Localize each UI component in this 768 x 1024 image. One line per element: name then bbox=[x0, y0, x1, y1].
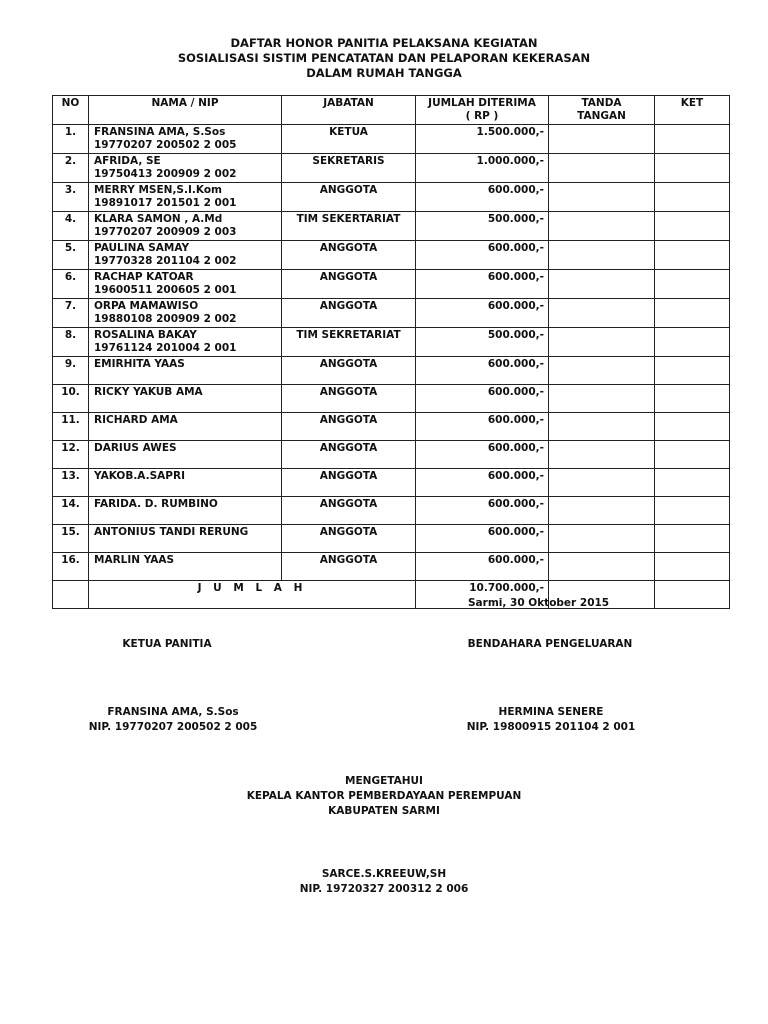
header-tanda-line2: TANGAN bbox=[577, 110, 626, 122]
mengetahui-line-2: KEPALA KANTOR PEMBERDAYAAN PEREMPUAN bbox=[246, 790, 522, 802]
row-nama: RICKY YAKUB AMA bbox=[94, 386, 203, 398]
row-tanda-tangan bbox=[549, 125, 655, 154]
bendahara-signature-block bbox=[449, 705, 653, 735]
mengetahui-block bbox=[0, 774, 768, 819]
table-row bbox=[53, 441, 730, 469]
row-tanda-tangan bbox=[549, 328, 655, 357]
table-row bbox=[53, 413, 730, 441]
row-nama-nip bbox=[89, 553, 282, 581]
mengetahui-line-3: KABUPATEN SARMI bbox=[328, 805, 440, 817]
row-nama-nip bbox=[89, 357, 282, 385]
row-jabatan: ANGGOTA bbox=[282, 357, 416, 385]
row-no: 13. bbox=[53, 469, 89, 497]
row-jabatan: ANGGOTA bbox=[282, 553, 416, 581]
row-jumlah: 600.000,- bbox=[416, 525, 549, 553]
row-no: 12. bbox=[53, 441, 89, 469]
header-jabatan: JABATAN bbox=[282, 96, 416, 125]
row-ket bbox=[655, 441, 730, 469]
row-nama-nip bbox=[89, 125, 282, 154]
kepala-name: SARCE.S.KREEUW,SH bbox=[321, 868, 447, 880]
title-line-3: DALAM RUMAH TANGGA bbox=[306, 66, 462, 80]
row-tanda-tangan bbox=[549, 413, 655, 441]
row-jumlah: 600.000,- bbox=[416, 413, 549, 441]
row-tanda-tangan bbox=[549, 525, 655, 553]
row-jabatan: ANGGOTA bbox=[282, 241, 416, 270]
table-row bbox=[53, 125, 730, 154]
total-value: 10.700.000,- bbox=[416, 581, 549, 609]
header-no: NO bbox=[53, 96, 89, 125]
row-tanda-tangan bbox=[549, 212, 655, 241]
row-no: 6. bbox=[53, 270, 89, 299]
row-jabatan: ANGGOTA bbox=[282, 441, 416, 469]
table-row bbox=[53, 241, 730, 270]
kepala-signature-block bbox=[0, 867, 768, 897]
row-ket bbox=[655, 299, 730, 328]
row-jabatan: TIM SEKRETARIAT bbox=[282, 328, 416, 357]
row-no: 3. bbox=[53, 183, 89, 212]
row-nama: RACHAP KATOAR bbox=[94, 271, 194, 283]
row-jabatan: KETUA bbox=[282, 125, 416, 154]
row-nama-nip bbox=[89, 212, 282, 241]
row-nama-nip bbox=[89, 328, 282, 357]
row-ket bbox=[655, 154, 730, 183]
table-row bbox=[53, 270, 730, 299]
ketua-nip: NIP. 19770207 200502 2 005 bbox=[88, 721, 258, 733]
row-jabatan: ANGGOTA bbox=[282, 469, 416, 497]
row-tanda-tangan bbox=[549, 553, 655, 581]
row-no: 10. bbox=[53, 385, 89, 413]
row-nama-nip bbox=[89, 299, 282, 328]
row-jabatan: TIM SEKERTARIAT bbox=[282, 212, 416, 241]
row-tanda-tangan bbox=[549, 183, 655, 212]
kepala-nip: NIP. 19720327 200312 2 006 bbox=[299, 883, 469, 895]
row-jabatan: ANGGOTA bbox=[282, 413, 416, 441]
row-jabatan: ANGGOTA bbox=[282, 270, 416, 299]
row-nama: DARIUS AWES bbox=[94, 442, 177, 454]
row-jabatan: ANGGOTA bbox=[282, 183, 416, 212]
row-no: 4. bbox=[53, 212, 89, 241]
table-row bbox=[53, 299, 730, 328]
table-row bbox=[53, 212, 730, 241]
bendahara-name: HERMINA SENERE bbox=[498, 706, 604, 718]
ketua-name: FRANSINA AMA, S.Sos bbox=[107, 706, 239, 718]
row-nama-nip bbox=[89, 241, 282, 270]
row-nip: 19891017 201501 2 001 bbox=[94, 197, 237, 209]
row-nama: FARIDA. D. RUMBINO bbox=[94, 498, 218, 510]
row-ket bbox=[655, 357, 730, 385]
row-jumlah: 600.000,- bbox=[416, 469, 549, 497]
row-ket bbox=[655, 125, 730, 154]
row-jabatan: ANGGOTA bbox=[282, 497, 416, 525]
row-nama-nip bbox=[89, 413, 282, 441]
document-title bbox=[0, 36, 768, 81]
row-tanda-tangan bbox=[549, 241, 655, 270]
row-nip: 19761124 201004 2 001 bbox=[94, 342, 237, 354]
row-nip: 19880108 200909 2 002 bbox=[94, 313, 237, 325]
table-row bbox=[53, 497, 730, 525]
row-tanda-tangan bbox=[549, 154, 655, 183]
title-line-1: DAFTAR HONOR PANITIA PELAKSANA KEGIATAN bbox=[230, 36, 538, 50]
row-nama-nip bbox=[89, 183, 282, 212]
row-nama: YAKOB.A.SAPRI bbox=[94, 470, 185, 482]
row-jabatan: ANGGOTA bbox=[282, 525, 416, 553]
row-tanda-tangan bbox=[549, 497, 655, 525]
table-row bbox=[53, 553, 730, 581]
row-no: 8. bbox=[53, 328, 89, 357]
row-tanda-tangan bbox=[549, 357, 655, 385]
row-nip: 19770207 200502 2 005 bbox=[94, 139, 237, 151]
ketua-signature-block bbox=[66, 705, 280, 735]
table-row bbox=[53, 357, 730, 385]
row-nip: 19770207 200909 2 003 bbox=[94, 226, 237, 238]
row-jumlah: 1.500.000,- bbox=[416, 125, 549, 154]
row-jumlah: 600.000,- bbox=[416, 183, 549, 212]
row-ket bbox=[655, 385, 730, 413]
row-no: 1. bbox=[53, 125, 89, 154]
row-nama: MERRY MSEN,S.I.Kom bbox=[94, 184, 222, 196]
row-ket bbox=[655, 270, 730, 299]
header-nama: NAMA / NIP bbox=[89, 96, 282, 125]
row-nama: PAULINA SAMAY bbox=[94, 242, 190, 254]
row-ket bbox=[655, 469, 730, 497]
row-tanda-tangan bbox=[549, 299, 655, 328]
row-nama-nip bbox=[89, 469, 282, 497]
row-nama: RICHARD AMA bbox=[94, 414, 178, 426]
row-no: 15. bbox=[53, 525, 89, 553]
header-jumlah bbox=[416, 96, 549, 125]
row-jabatan: ANGGOTA bbox=[282, 385, 416, 413]
row-nama-nip bbox=[89, 385, 282, 413]
row-jumlah: 600.000,- bbox=[416, 241, 549, 270]
row-nama-nip bbox=[89, 525, 282, 553]
row-no: 16. bbox=[53, 553, 89, 581]
row-no: 2. bbox=[53, 154, 89, 183]
table-row bbox=[53, 525, 730, 553]
row-jumlah: 600.000,- bbox=[416, 299, 549, 328]
row-jumlah: 600.000,- bbox=[416, 497, 549, 525]
header-ket: KET bbox=[655, 96, 730, 125]
row-jumlah: 1.000.000,- bbox=[416, 154, 549, 183]
row-jumlah: 600.000,- bbox=[416, 270, 549, 299]
total-empty-no bbox=[53, 581, 89, 609]
total-empty-ket bbox=[655, 581, 730, 609]
row-tanda-tangan bbox=[549, 385, 655, 413]
row-nama-nip bbox=[89, 154, 282, 183]
header-tanda-line1: TANDA bbox=[581, 97, 622, 109]
row-jumlah: 600.000,- bbox=[416, 553, 549, 581]
header-jumlah-line2: ( RP ) bbox=[465, 110, 499, 122]
ketua-role: KETUA PANITIA bbox=[122, 638, 212, 650]
row-tanda-tangan bbox=[549, 469, 655, 497]
row-jumlah: 600.000,- bbox=[416, 357, 549, 385]
row-tanda-tangan bbox=[549, 441, 655, 469]
row-nama: MARLIN YAAS bbox=[94, 554, 175, 566]
table-row bbox=[53, 154, 730, 183]
row-nip: 19770328 201104 2 002 bbox=[94, 255, 237, 267]
row-ket bbox=[655, 183, 730, 212]
honor-table bbox=[52, 95, 730, 609]
table-header-row bbox=[53, 96, 730, 125]
total-row bbox=[53, 581, 730, 609]
title-line-2: SOSIALISASI SISTIM PENCATATAN DAN PELAPORAN KEKERASAN bbox=[177, 51, 591, 65]
row-no: 9. bbox=[53, 357, 89, 385]
row-jumlah: 600.000,- bbox=[416, 441, 549, 469]
row-ket bbox=[655, 212, 730, 241]
row-nama-nip bbox=[89, 270, 282, 299]
bendahara-role: BENDAHARA PENGELUARAN bbox=[467, 638, 633, 650]
row-nama: ORPA MAMAWISO bbox=[94, 300, 199, 312]
table-row bbox=[53, 385, 730, 413]
table-row bbox=[53, 469, 730, 497]
row-nama: KLARA SAMON , A.Md bbox=[94, 213, 223, 225]
row-ket bbox=[655, 553, 730, 581]
row-jabatan: ANGGOTA bbox=[282, 299, 416, 328]
row-no: 7. bbox=[53, 299, 89, 328]
bendahara-nip: NIP. 19800915 201104 2 001 bbox=[466, 721, 636, 733]
row-no: 5. bbox=[53, 241, 89, 270]
table-row bbox=[53, 183, 730, 212]
row-nama-nip bbox=[89, 441, 282, 469]
row-jumlah: 500.000,- bbox=[416, 328, 549, 357]
row-ket bbox=[655, 497, 730, 525]
row-no: 14. bbox=[53, 497, 89, 525]
row-nama: ANTONIUS TANDI RERUNG bbox=[94, 526, 249, 538]
row-nama: EMIRHITA YAAS bbox=[94, 358, 185, 370]
row-ket bbox=[655, 525, 730, 553]
header-jumlah-line1: JUMLAH DITERIMA bbox=[428, 97, 536, 109]
row-tanda-tangan bbox=[549, 270, 655, 299]
row-nama: FRANSINA AMA, S.Sos bbox=[94, 126, 226, 138]
table-row bbox=[53, 328, 730, 357]
row-nama-nip bbox=[89, 497, 282, 525]
total-label: J U M L A H bbox=[89, 581, 416, 609]
row-nip: 19600511 200605 2 001 bbox=[94, 284, 237, 296]
row-no: 11. bbox=[53, 413, 89, 441]
row-ket bbox=[655, 328, 730, 357]
row-jabatan: SEKRETARIS bbox=[282, 154, 416, 183]
row-nama: AFRIDA, SE bbox=[94, 155, 161, 167]
mengetahui-line-1: MENGETAHUI bbox=[345, 775, 423, 787]
row-ket bbox=[655, 413, 730, 441]
row-nip: 19750413 200909 2 002 bbox=[94, 168, 237, 180]
document-date: Sarmi, 30 Oktober 2015 bbox=[468, 597, 610, 609]
header-tanda bbox=[549, 96, 655, 125]
row-jumlah: 500.000,- bbox=[416, 212, 549, 241]
row-jumlah: 600.000,- bbox=[416, 385, 549, 413]
row-ket bbox=[655, 241, 730, 270]
row-nama: ROSALINA BAKAY bbox=[94, 329, 197, 341]
